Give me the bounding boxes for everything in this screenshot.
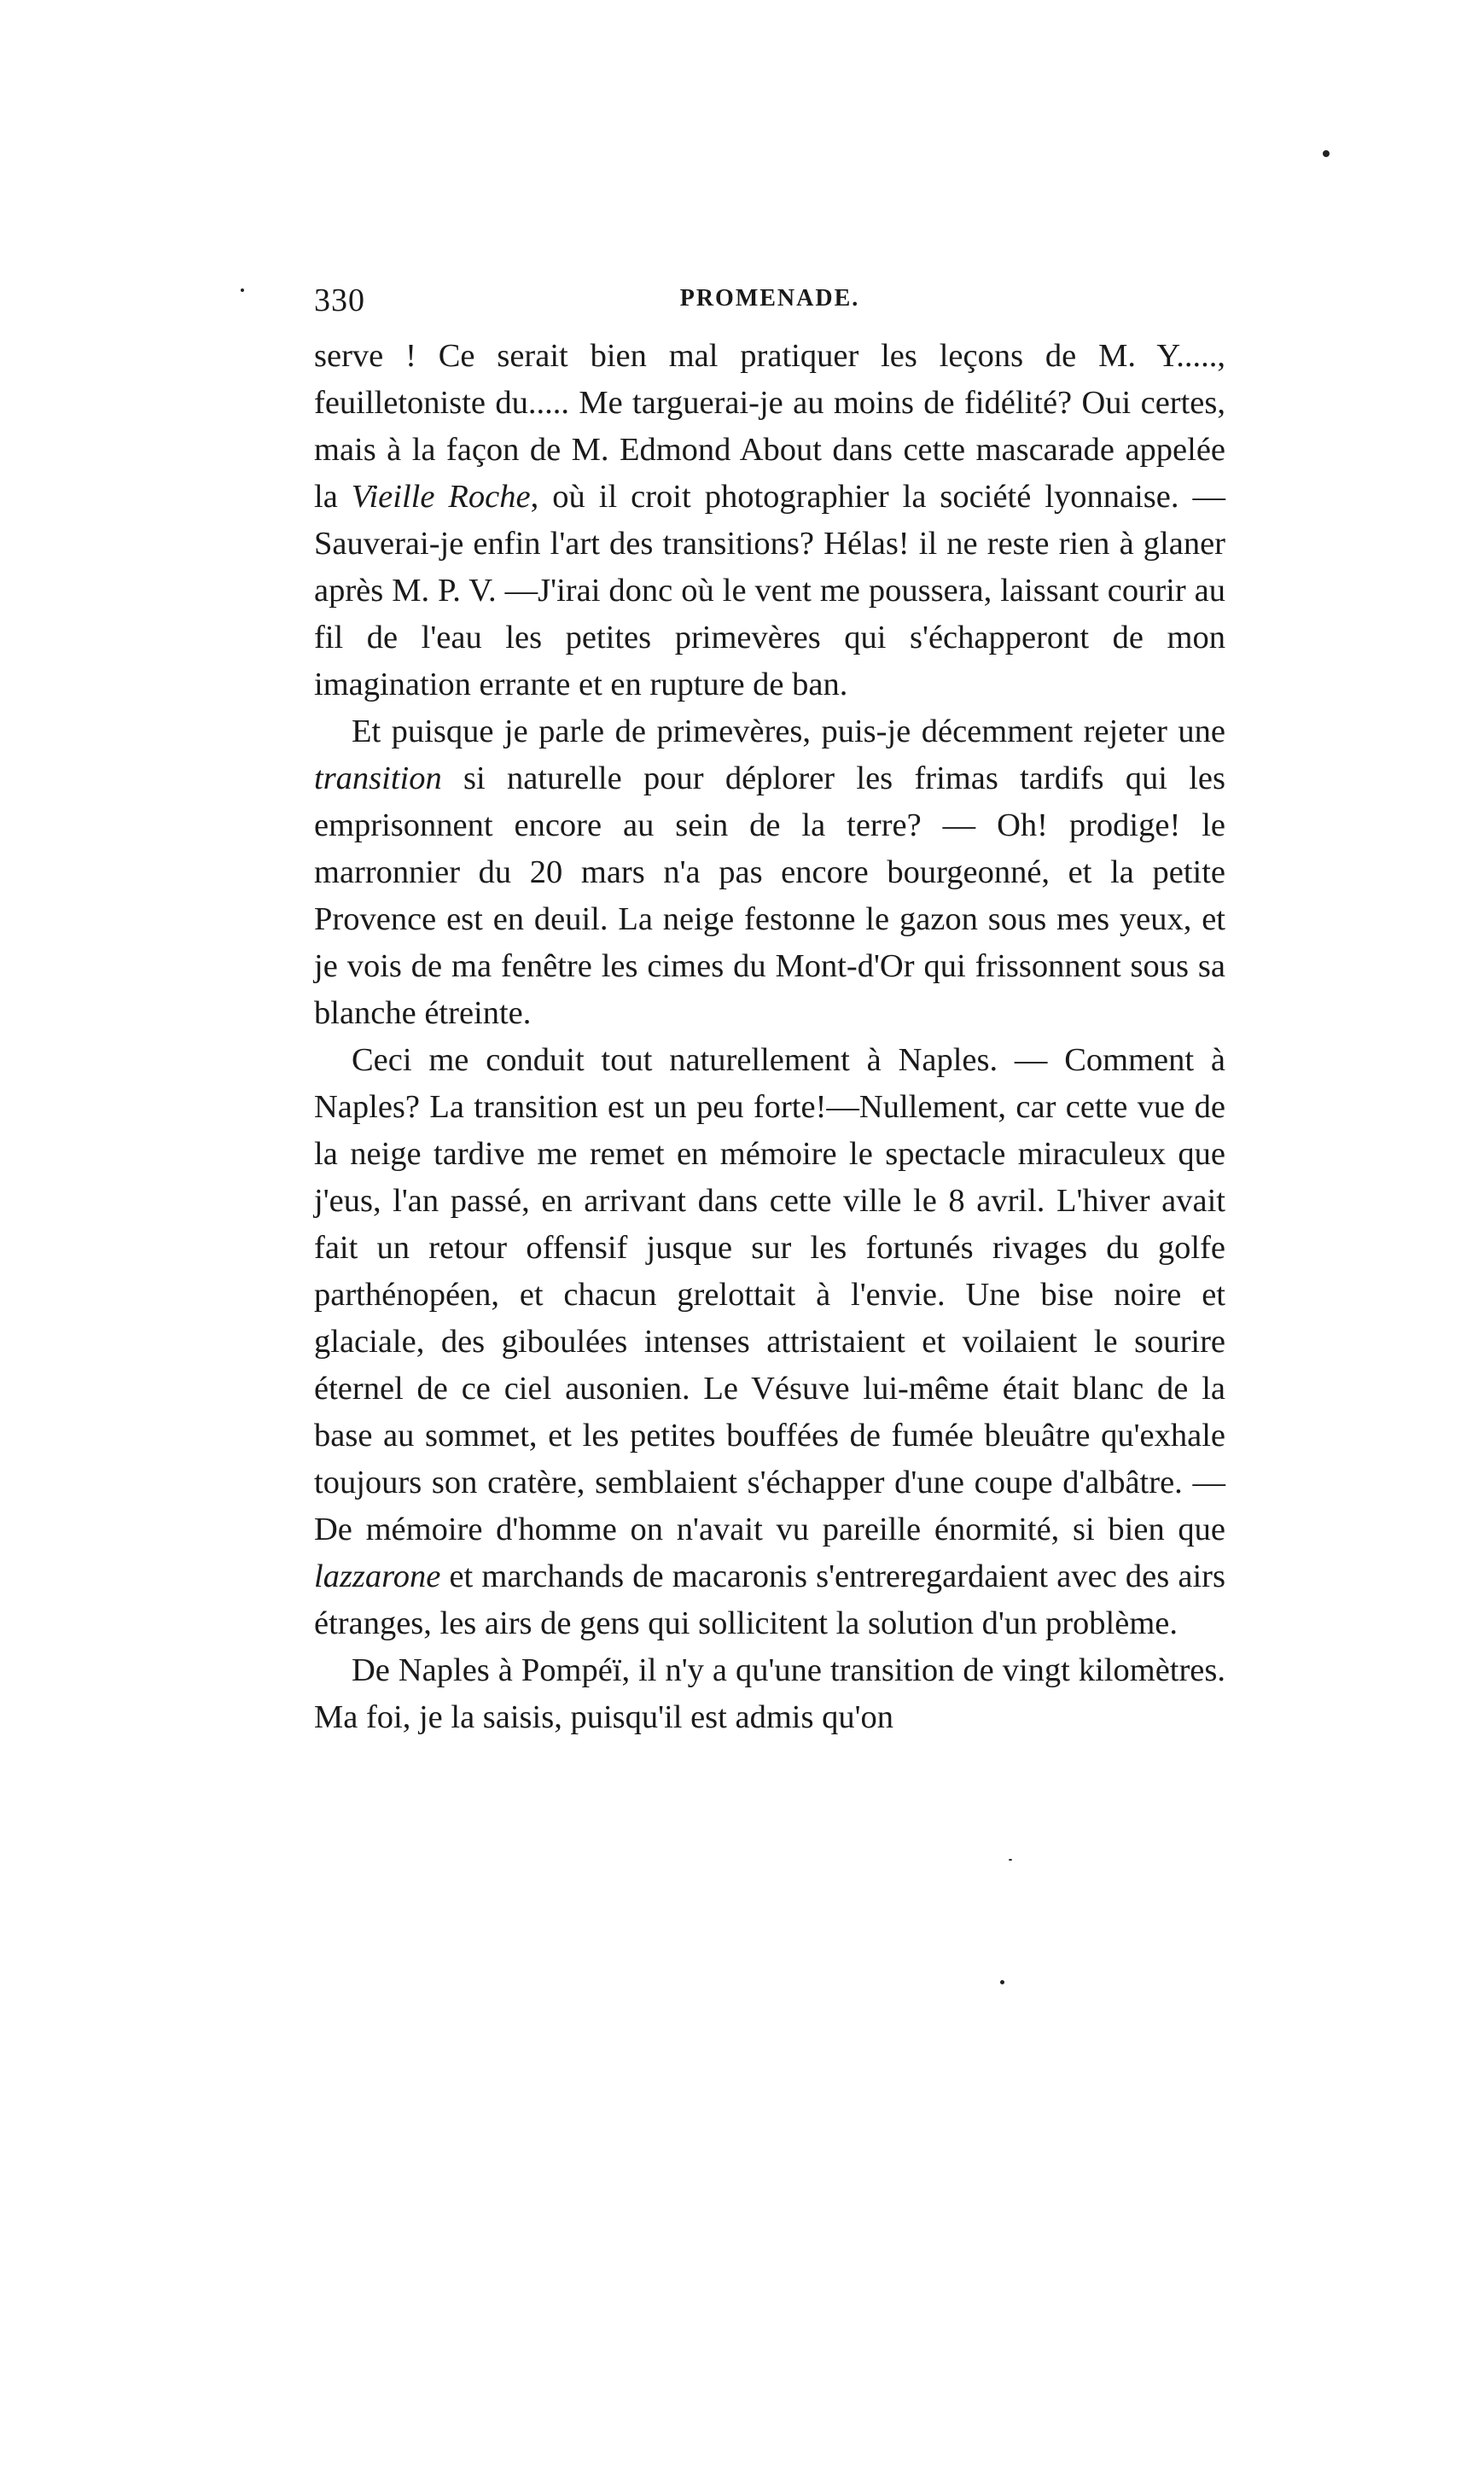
paragraph-3 <box>314 1037 1225 1647</box>
text-segment: Ceci me conduit tout naturellement à Naples. — Comment à Naples? La transition est un peu forte!—Nullement, car cette vue de la neige tardive me remet en mémoire le spectacle miraculeux que j'eus, l'an passé, en arrivant dans cette ville le 8 avril. L'hiver avait fait un retour offensif jusque sur les fortunés rivages du golfe parthénopéen, et chacun grelottait à l'envie. Une bise noire et glaciale, des giboulées intenses attristaient et voilaient le sourire éternel de ce ciel ausonien. Le Vésuve lui-même était blanc de la base au sommet, et les petites bouffées de fumée bleuâtre qu'exhale toujours son cratère, semblaient s'échapper d'une coupe d'albâtre. — De mémoire d'homme on n'avait vu pareille énormité, si bien que <box>314 1042 1225 1547</box>
italic-title: Vieille Roche <box>351 479 531 515</box>
scan-speck <box>1000 1980 1004 1984</box>
scan-speck <box>1323 150 1330 157</box>
body-text <box>314 333 1225 1741</box>
text-segment: si naturelle pour déplorer les frimas tardifs qui les emprisonnent encore au sein de la terre? — Oh! prodige! le marronnier du 20 mars n'a pas encore bourgeonné, et la petite Provence est en deuil. La neige festonne le gazon sous mes yeux, et je vois de ma fenêtre les cimes du Mont-d'Or qui frissonnent sous sa blanche étreinte. <box>314 760 1225 1031</box>
text-segment: De Naples à Pompéï, il n'y a qu'une transition de vingt kilomètres. Ma foi, je la saisis, puisqu'il est admis qu'on <box>314 1652 1225 1735</box>
scan-speck <box>241 288 244 292</box>
page-number: 330 <box>314 283 365 318</box>
running-title: PROMENADE. <box>679 285 860 312</box>
italic-word: transition <box>314 760 442 796</box>
text-segment: et marchands de macaronis s'entreregardaient avec des airs étranges, les airs de gens qui sollicitent la solution d'un problème. <box>314 1558 1225 1641</box>
page-header <box>314 282 1225 324</box>
paragraph-4 <box>314 1647 1225 1741</box>
paragraph-1 <box>314 333 1225 708</box>
text-segment: serve ! Ce serait bien mal pratiquer les leçons de M. Y....., feuilletoniste du..... Me targuerai-je au moins de fidélité? Oui certes, mais à la façon de M. Edmond About dans cette mascarade appelée la <box>314 338 1225 515</box>
paragraph-2 <box>314 708 1225 1037</box>
text-segment: Et puisque je parle de primevères, puis-je décemment rejeter une <box>352 714 1225 749</box>
text-segment: , où il croit photographier la société lyonnaise. — Sauverai-je enfin l'art des transitions? Hélas! il ne reste rien à glaner après M. P. V. —J'irai donc où le vent me poussera, laissant courir au fil de l'eau les petites primevères qui s'échapperont de mon imagination errante et en rupture de ban. <box>314 479 1225 702</box>
scan-speck <box>1009 1859 1012 1861</box>
italic-word: lazzarone <box>314 1558 441 1594</box>
